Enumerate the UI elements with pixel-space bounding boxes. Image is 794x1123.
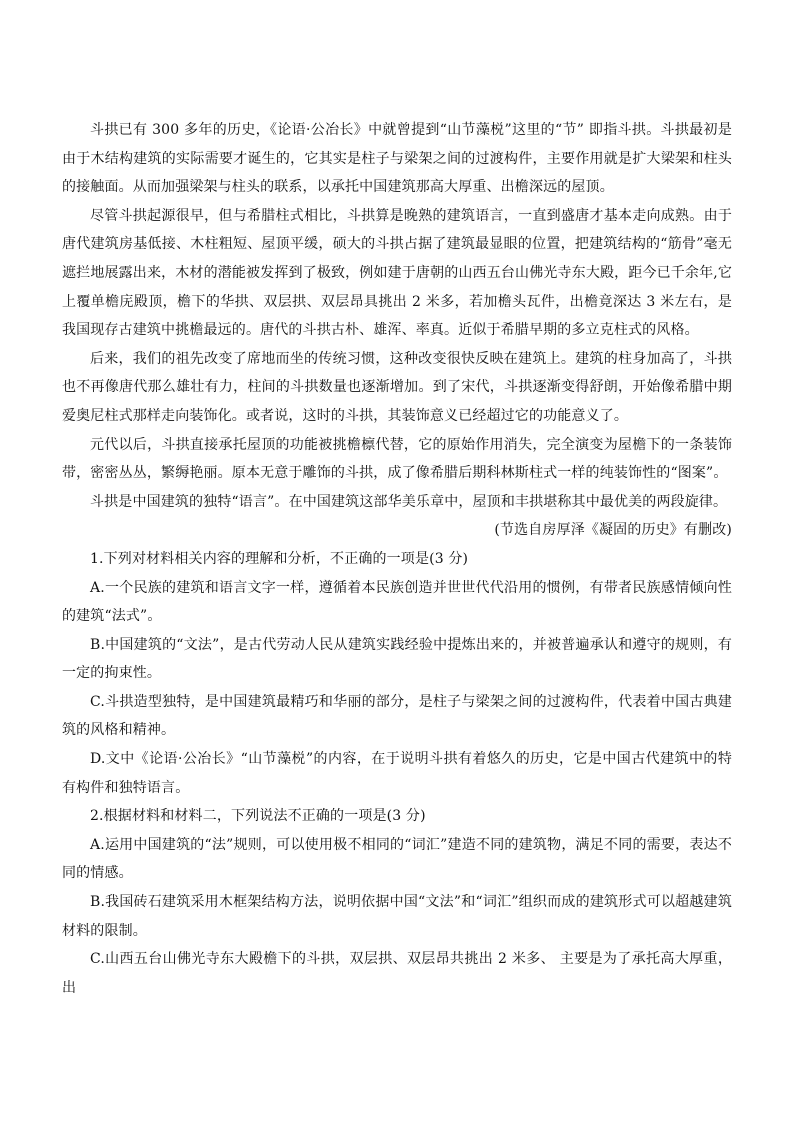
passage-paragraph-5: 斗拱是中国建筑的独特“语言”。在中国建筑这部华美乐章中，屋顶和丰拱堪称其中最优美的两段旋律。 [90, 493, 728, 510]
question-2-option-a: A.运用中国建筑的“法”规则，可以使用极不相同的“词汇”建造不同的建筑物，满足不同的需要，表达不同的情感。 [62, 836, 732, 882]
document-page [62, 116, 732, 1002]
question-1-option-c: C.斗拱造型独特，是中国建筑最精巧和华丽的部分，是柱子与梁架之间的过渡构件，代表着中国古典建筑的风格和精神。 [62, 693, 732, 739]
passage-source: (节选自房厚泽《凝固的历史》有删改) [494, 522, 732, 539]
question-2-option-b: B.我国砖石建筑采用木框架结构方法，说明依据中国“文法”和“词汇”组织而成的建筑形式可以超越建筑材料的限制。 [62, 894, 732, 939]
question-1-option-a: A.一个民族的建筑和语言文字一样，遵循着本民族创造并世世代代沿用的惯例，有带者民族感情倾向性的建筑“法式”。 [62, 579, 732, 625]
passage-paragraph-4: 元代以后，斗拱直接承托屋顶的功能被挑檐檩代替，它的原始作用消失，完全演变为屋檐下的一条装饰带，密密丛丛，繁缛艳丽。原本无意于雕饰的斗拱，成了像希腊后期科林斯柱式一样的纯装饰性的“图案”。 [62, 436, 732, 482]
question-1-option-d: D.文中《论语·公冶长》“山节藻棁”的内容，在于说明斗拱有着悠久的历史，它是中国古代建筑中的特有构件和独特语言。 [62, 751, 732, 796]
question-2-stem: 2.根据材料和材料二，下列说法不正确的一项是(3 分) [90, 808, 426, 825]
question-1-stem: 1.下列对材料相关内容的理解和分析，不正确的一项是(3 分) [90, 550, 469, 567]
passage-paragraph-3: 后来，我们的祖先改变了席地而坐的传统习惯，这种改变很快反映在建筑上。建筑的柱身加高了，斗拱也不再像唐代那么雄壮有力，柱间的斗拱数量也逐渐增加。到了宋代，斗拱逐渐变得舒朗，开始像希腊中期爱奥尼柱式那样走向装饰化。或者说，这时的斗拱，其装饰意义已经超过它的功能意义了。 [62, 350, 732, 424]
question-2-option-c: C.山西五台山佛光寺东大殿檐下的斗拱，双层拱、双层昂共挑出 2 米多、 主要是为了承托高大厚重，出 [62, 951, 732, 996]
passage-paragraph-1: 斗拱已有 300 多年的历史，《论语·公冶长》中就曾提到“山节藻棁”这里的“节” 即指斗拱。斗拱最初是由于木结构建筑的实际需要才诞生的，它其实是柱子与梁架之间的过渡构件，主要作用就是扩大梁架和柱头的接触面。从而加强梁架与柱头的联系，以承托中国建筑那高大厚重、出檐深远的屋顶。 [62, 122, 732, 196]
passage-paragraph-2: 尽管斗拱起源很早，但与希腊柱式相比，斗拱算是晚熟的建筑语言，一直到盛唐才基本走向成熟。由于唐代建筑房基低接、木柱粗短、屋顶平缓，硕大的斗拱占据了建筑最显眼的位置，把建筑结构的“筋骨”毫无遮拦地展露出来，木材的潜能被发挥到了极致，例如建于唐朝的山西五台山佛光寺东大殿，距今已千余年,它上覆单檐庑殿顶，檐下的华拱、双层拱、双层昂具挑出 2 米多，若加檐头瓦件，出檐竟深达 3 米左右，是我国现存古建筑中挑檐最远的。唐代的斗拱古朴、雄浑、率真。近似于希腊早期的多立克柱式的风格。 [62, 207, 732, 339]
question-1-option-b: B.中国建筑的“文法”，是古代劳动人民从建筑实践经验中提炼出来的，并被普遍承认和遵守的规则，有一定的拘束性。 [62, 636, 732, 682]
